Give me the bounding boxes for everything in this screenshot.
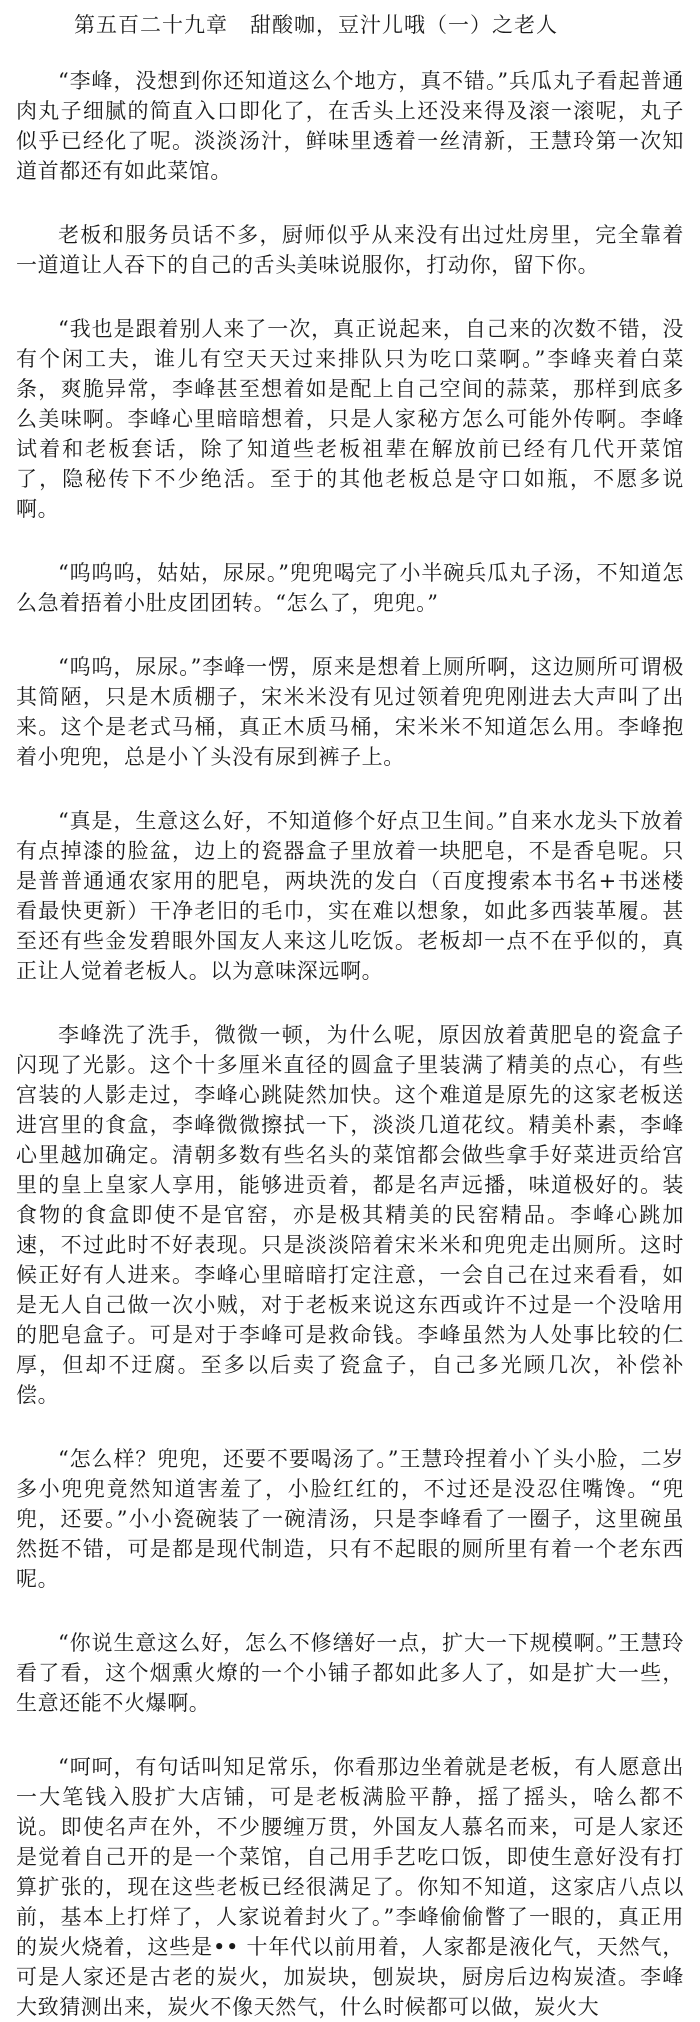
paragraph: “我也是跟着别人来了一次，真正说起来，自己来的次数不错，没有个闲工夫，谁儿有空天天过来排队只为吃口菜啊。”李峰夹着白菜条，爽脆异常，李峰甚至想着如是配上自己空间的蒜菜，那样到底多么美味啊。李峰心里暗暗想着，只是人家秘方怎么可能外传啊。李峰试着和老板套话，除了知道些老板祖辈在解放前已经有几代开菜馆了，隐秘传下不少绝活。至于的其他老板总是守口如瓶，不愿多说啊。 bbox=[16, 317, 684, 521]
paragraph: “呜呜呜，姑姑，尿尿。”兜兜喝完了小半碗兵瓜丸子汤，不知道怎么急着捂着小肚皮团团转。“怎么了，兜兜。” bbox=[16, 561, 684, 615]
paragraph: “呵呵，有句话叫知足常乐，你看那边坐着就是老板，有人愿意出一大笔钱入股扩大店铺，可是老板满脸平静，摇了摇头，啥么都不说。即使名声在外，不少腰缠万贯，外国友人慕名而来，可是人家还是觉着自己开的是一个菜馆，自己用手艺吃口饭，即使生意好没有打算扩张的，现在这些老板已经很满足了。你知不知道，这家店八点以前，基本上打烊了，人家说着封火了。”李峰偷偷瞥了一眼的，真正用的炭火烧着，这些是•• 十年代以前用着，人家都是液化气，天然气，可是人家还是古老的炭火，加炭块，刨炭块，厨房后边构炭渣。李峰大致猜测出来，炭火不像天然气，什么时候都可以做，炭火大 bbox=[16, 1755, 684, 2019]
paragraph: “你说生意这么好，怎么不修缮好一点，扩大一下规模啊。”王慧玲看了看，这个烟熏火燎的一个小铺子都如此多人了，如是扩大一些，生意还能不火爆啊。 bbox=[16, 1631, 684, 1715]
paragraph: “呜呜，尿尿。”李峰一愣，原来是想着上厕所啊，这边厕所可谓极其简陋，只是木质棚子，宋米米没有见过领着兜兜刚进去大声叫了出来。这个是老式马桶，真正木质马桶，宋米米不知道怎么用。李峰抱着小兜兜，总是小丫头没有尿到裤子上。 bbox=[16, 655, 684, 769]
chapter-title: 第五百二十九章 甜酸咖，豆汁儿哦（一）之老人 bbox=[74, 13, 558, 37]
paragraph: “李峰，没想到你还知道这么个地方，真不错。”兵瓜丸子看起普通肉丸子细腻的简直入口即化了，在舌头上还没来得及滚一滚呢，丸子似乎已经化了呢。淡淡汤汁，鲜味里透着一丝清新，王慧玲第一次知道首都还有如此菜馆。 bbox=[16, 69, 684, 183]
paragraph: “真是，生意这么好，不知道修个好点卫生间。”自来水龙头下放着有点掉漆的脸盆，边上的瓷器盒子里放着一块肥皂，不是香皂呢。只是普普通通农家用的肥皂，两块洗的发白（百度搜索本书名+书迷楼 看最快更新）干净老旧的毛巾，实在难以想象，如此多西装革履。甚至还有些金发碧眼外国友人来这儿吃饭。老板却一点不在乎似的，真正让人觉着老板人。以为意味深远啊。 bbox=[16, 809, 684, 983]
paragraph: 老板和服务员话不多，厨师似乎从来没有出过灶房里，完全靠着一道道让人吞下的自己的舌头美味说服你，打动你，留下你。 bbox=[16, 223, 684, 277]
paragraph: “怎么样？兜兜，还要不要喝汤了。”王慧玲捏着小丫头小脸，二岁多小兜兜竟然知道害羞了，小脸红红的，不过还是没忍住嘴馋。“兜兜，还要。”小小瓷碗装了一碗清汤，只是李峰看了一圈子，这里碗虽然挺不错，可是都是现代制造，只有不起眼的厕所里有着一个老东西呢。 bbox=[16, 1447, 684, 1591]
paragraph: 李峰洗了洗手，微微一顿，为什么呢，原因放着黄肥皂的瓷盒子闪现了光影。这个十多厘米直径的圆盒子里装满了精美的点心，有些宫装的人影走过，李峰心跳陡然加快。这个难道是原先的这家老板送进宫里的食盒，李峰微微擦拭一下，淡淡几道花纹。精美朴素，李峰心里越加确定。清朝多数有些名头的菜馆都会做些拿手好菜进贡给宫里的皇上皇家人享用，能够进贡着，都是名声远播，味道极好的。装食物的食盒即使不是官窑，亦是极其精美的民窑精品。李峰心跳加速，不过此时不好表现。只是淡淡陪着宋米米和兜兜走出厕所。这时候正好有人进来。李峰心里暗暗打定注意，一会自己在过来看看，如是无人自己做一次小贼，对于老板来说这东西或许不过是一个没啥用的肥皂盒子。可是对于李峰可是救命钱。李峰虽然为人处事比较的仁厚，但却不迂腐。至多以后卖了瓷盒子，自己多光顾几次，补偿补偿。 bbox=[16, 1023, 684, 1407]
